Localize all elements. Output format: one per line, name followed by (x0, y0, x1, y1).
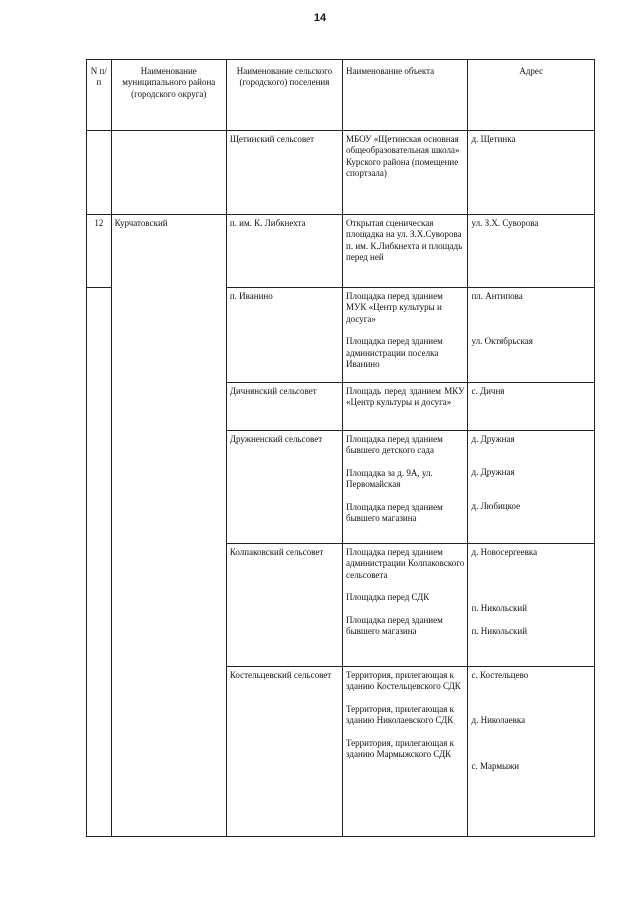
address-item: п. Никольский (471, 603, 528, 614)
header-object: Наименование объекта (343, 60, 468, 131)
header-n: N п/п (87, 60, 112, 131)
header-settlement: Наименование сельского (городского) поселения (226, 60, 342, 131)
cell-address (468, 431, 595, 544)
page-number: 14 (313, 12, 327, 24)
address-item: пл. Антипова (471, 291, 523, 301)
header-address: Адрес (468, 60, 595, 131)
object-item: Площадка перед СДК (346, 592, 430, 603)
object-item: Площадка за д. 9А, ул. Первомайская (346, 467, 433, 490)
object-item: Территория, прилегающая к зданию Костельцевского СДК (346, 670, 461, 692)
object-item: Площадка перед зданием администрации поселка Иванино (346, 336, 443, 370)
cell-object (343, 288, 468, 383)
address-item: д. Дружная (471, 434, 515, 444)
object-item: Площадка перед зданием МУК «Центр культуры и досуга» (346, 291, 443, 324)
address-item: д. Николаевка (471, 715, 526, 726)
cell-object: Открытая сценическая площадка на ул. З.Х.Суворова п. им. К.Либкнехта и площадь перед ней (343, 215, 468, 288)
table-row (87, 215, 595, 288)
header-district: Наименование муниципального района (городского округа) (111, 60, 226, 131)
cell-address (468, 288, 595, 383)
address-item: д. Дружная (471, 467, 515, 478)
cell-n: 12 (87, 215, 112, 288)
address-item: с. Костельцево (471, 670, 529, 680)
cell-settlement: Колпаковский сельсовет (226, 544, 342, 667)
cell-n (87, 288, 112, 837)
object-item: Площадка перед зданием бывшего детского сада (346, 434, 443, 456)
cell-settlement: Щетинский сельсовет (226, 131, 342, 215)
cell-object (343, 544, 468, 667)
cell-district (111, 131, 226, 215)
address-item: п. Никольский (471, 625, 528, 636)
cell-settlement: Дичнянский сельсовет (226, 383, 342, 431)
object-item: Площадка перед зданием администрации Колпаковского сельсовета (346, 547, 465, 580)
cell-address (468, 667, 595, 837)
cell-settlement: Дружненский сельсовет (226, 431, 342, 544)
address-item: д. Любицкое (471, 500, 521, 511)
cell-address (468, 544, 595, 667)
venues-table (86, 59, 595, 837)
cell-settlement: п. им. К. Либкнехта (226, 215, 342, 288)
object-item: Территория, прилегающая к зданию Мармыжского СДК (346, 737, 454, 760)
cell-address: с. Дичня (468, 383, 595, 431)
cell-address: д. Щетинка (468, 131, 595, 215)
cell-object: МБОУ «Щетинская основная общеобразовательная школа» Курского района (помещение спортзала) (343, 131, 468, 215)
cell-address: ул. З.Х. Суворова (468, 215, 595, 288)
address-item: с. Мармыжи (471, 760, 520, 771)
address-item: д. Новосергеевка (471, 547, 538, 557)
object-item: Площадка перед зданием бывшего магазина (346, 614, 443, 637)
table-header-row (87, 60, 595, 131)
table-row (87, 131, 595, 215)
object-item: Площадка перед зданием бывшего магазина (346, 501, 443, 524)
address-item: ул. Октябрьская (471, 336, 533, 347)
object-item: Территория, прилегающая к зданию Николаевского СДК (346, 703, 454, 726)
cell-object (343, 667, 468, 837)
cell-settlement: Костельцевский сельсовет (226, 667, 342, 837)
cell-district: Курчатовский (111, 215, 226, 837)
cell-settlement: п. Иванино (226, 288, 342, 383)
cell-n (87, 131, 112, 215)
cell-object (343, 431, 468, 544)
cell-object: Площадь перед зданием МКУ «Центр культуры и досуга» (343, 383, 468, 431)
